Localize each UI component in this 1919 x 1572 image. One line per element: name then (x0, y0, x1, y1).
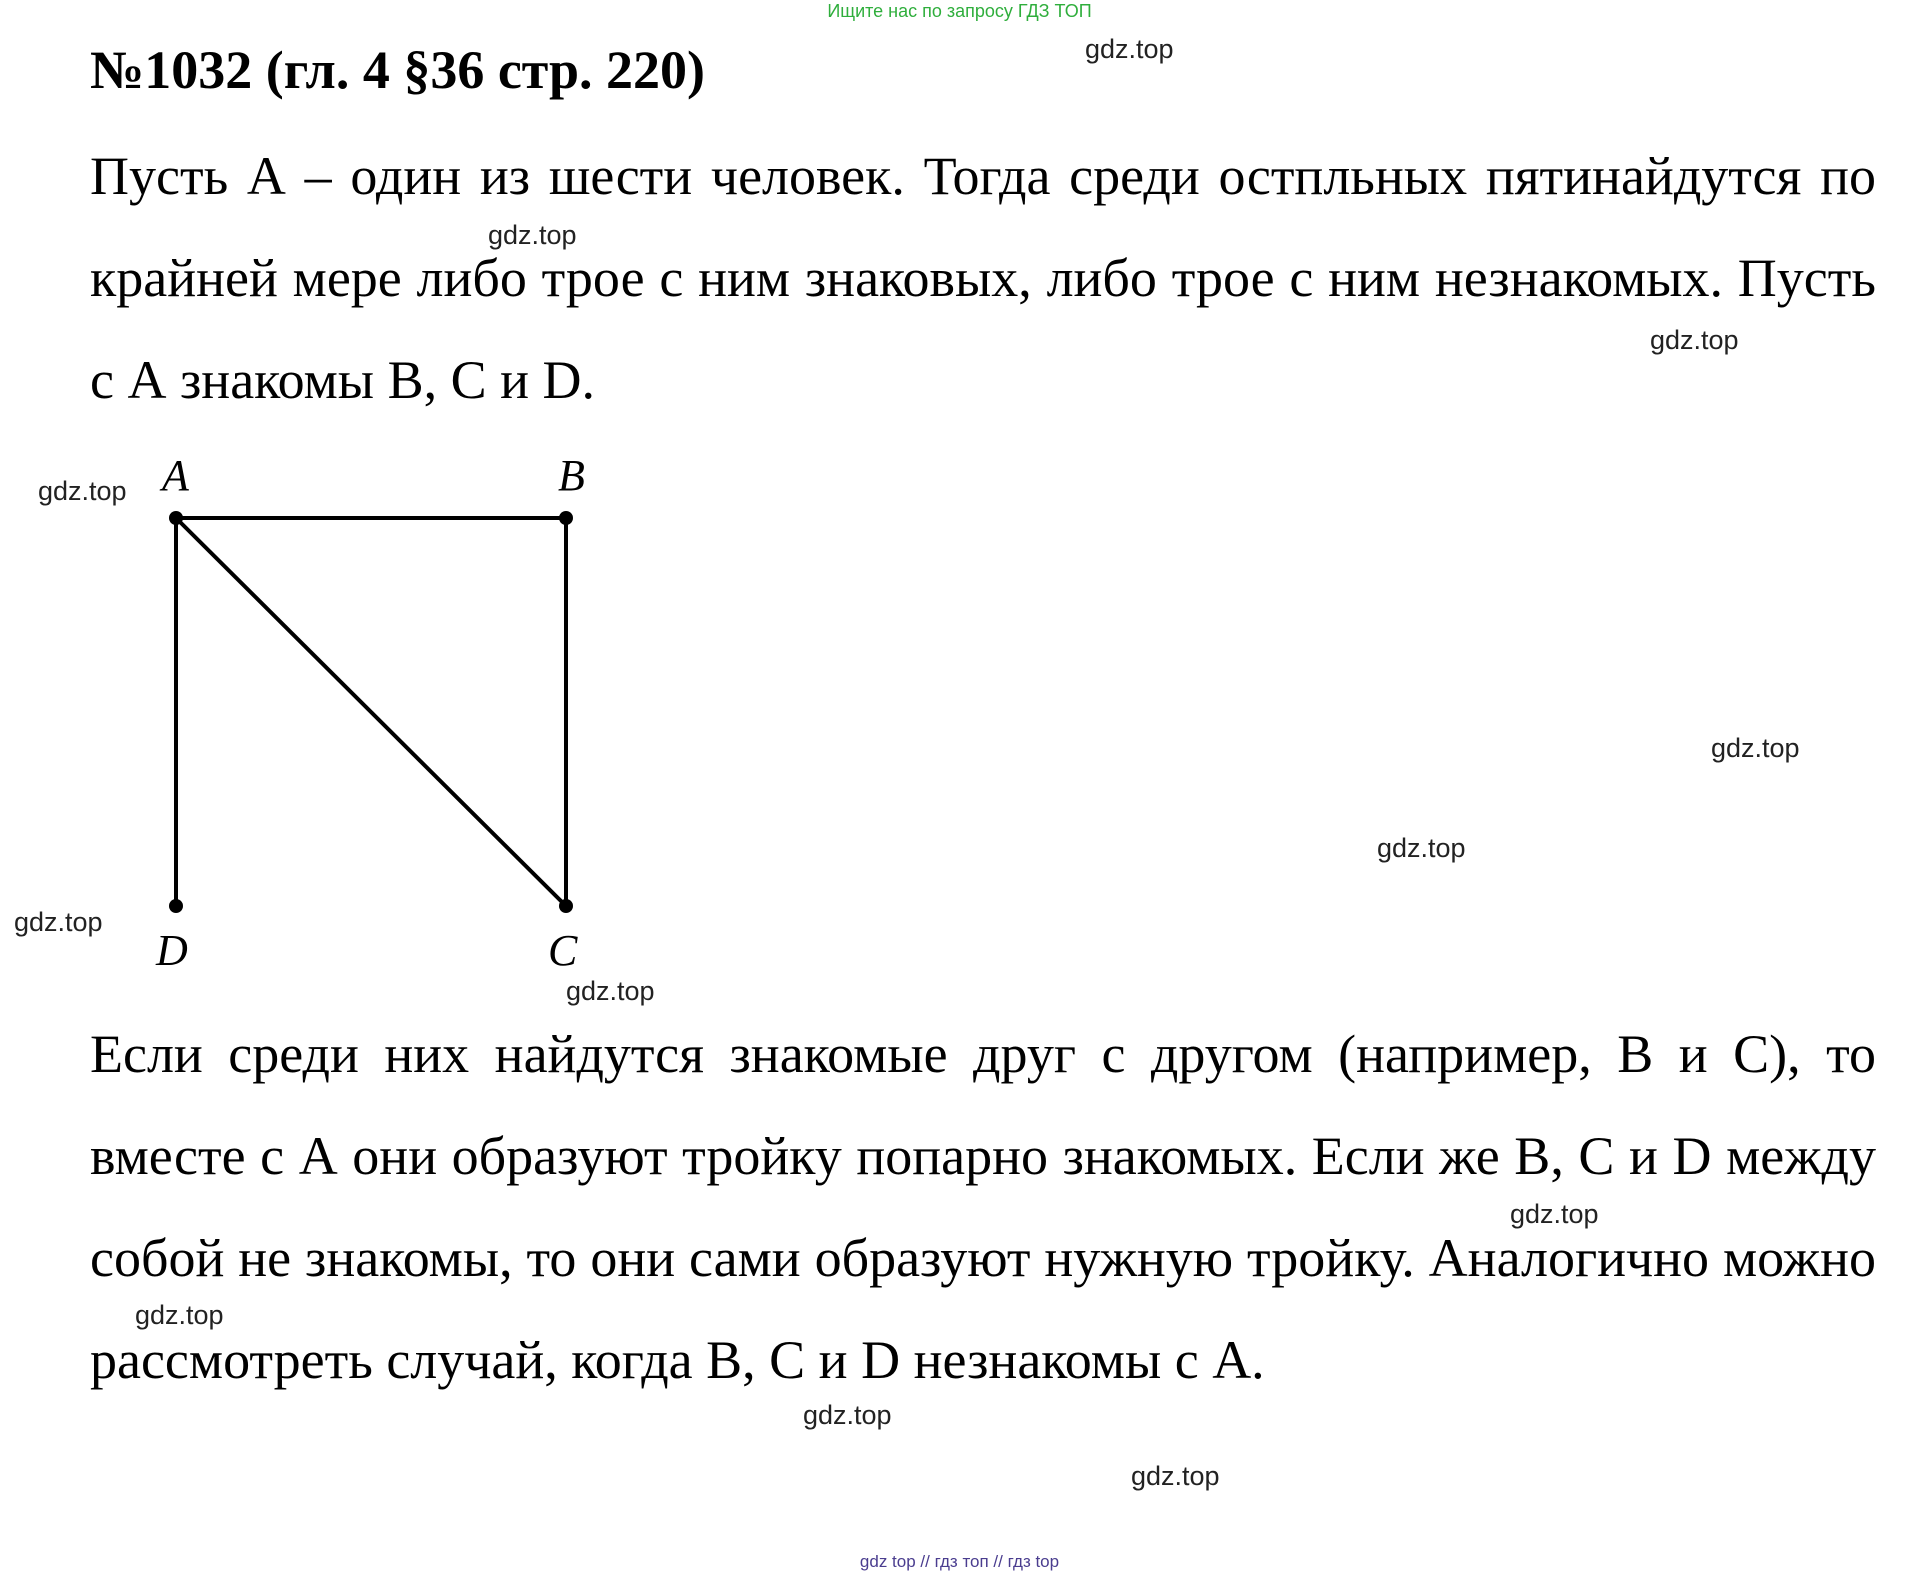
top-banner[interactable]: Ищите нас по запросу ГДЗ ТОП (827, 1, 1092, 21)
watermark: gdz.top (38, 476, 127, 506)
watermark: gdz.top (1650, 325, 1739, 355)
solution-paragraph-2: Если среди них найдутся знакомые друг с другом (например, В и С), то вместе с А они образуют тройку попарно знакомых. Если же В, С и D между собой не знакомы, то они сами образуют нужную тройку. Аналогично можно рассмотреть случай, когда В, С и D незнакомы с А. (90, 1024, 1876, 1390)
label-b: B (558, 451, 585, 500)
watermark: gdz.top (14, 907, 103, 937)
watermark: gdz.top (1377, 833, 1466, 863)
footer-links[interactable]: gdz top // гдз топ // гдз top (859, 1552, 1060, 1571)
watermark: gdz.top (566, 976, 655, 1006)
label-c: C (548, 926, 578, 975)
point-b (559, 511, 573, 525)
point-d (169, 899, 183, 913)
acquaintance-graph-diagram (140, 448, 600, 1008)
solution-paragraph-1: Пусть А – один из шести человек. Тогда среди остпльных пятинайдутся по крайней мере либо трое с ним знаковых, либо трое с ним незнакомых. Пусть с А знакомы В, С и D. (90, 146, 1876, 410)
watermark: gdz.top (1510, 1199, 1599, 1229)
label-d: D (156, 926, 188, 975)
point-c (559, 899, 573, 913)
watermark: gdz.top (1131, 1461, 1220, 1491)
watermark: gdz.top (1711, 733, 1800, 763)
problem-title: №1032 (гл. 4 §36 стр. 220) (90, 40, 705, 100)
watermark: gdz.top (1085, 34, 1174, 64)
point-a (169, 511, 183, 525)
watermark: gdz.top (135, 1300, 224, 1330)
watermark: gdz.top (488, 220, 577, 250)
watermark: gdz.top (803, 1400, 892, 1430)
edge-a-c (176, 518, 566, 906)
label-a: A (162, 451, 189, 500)
